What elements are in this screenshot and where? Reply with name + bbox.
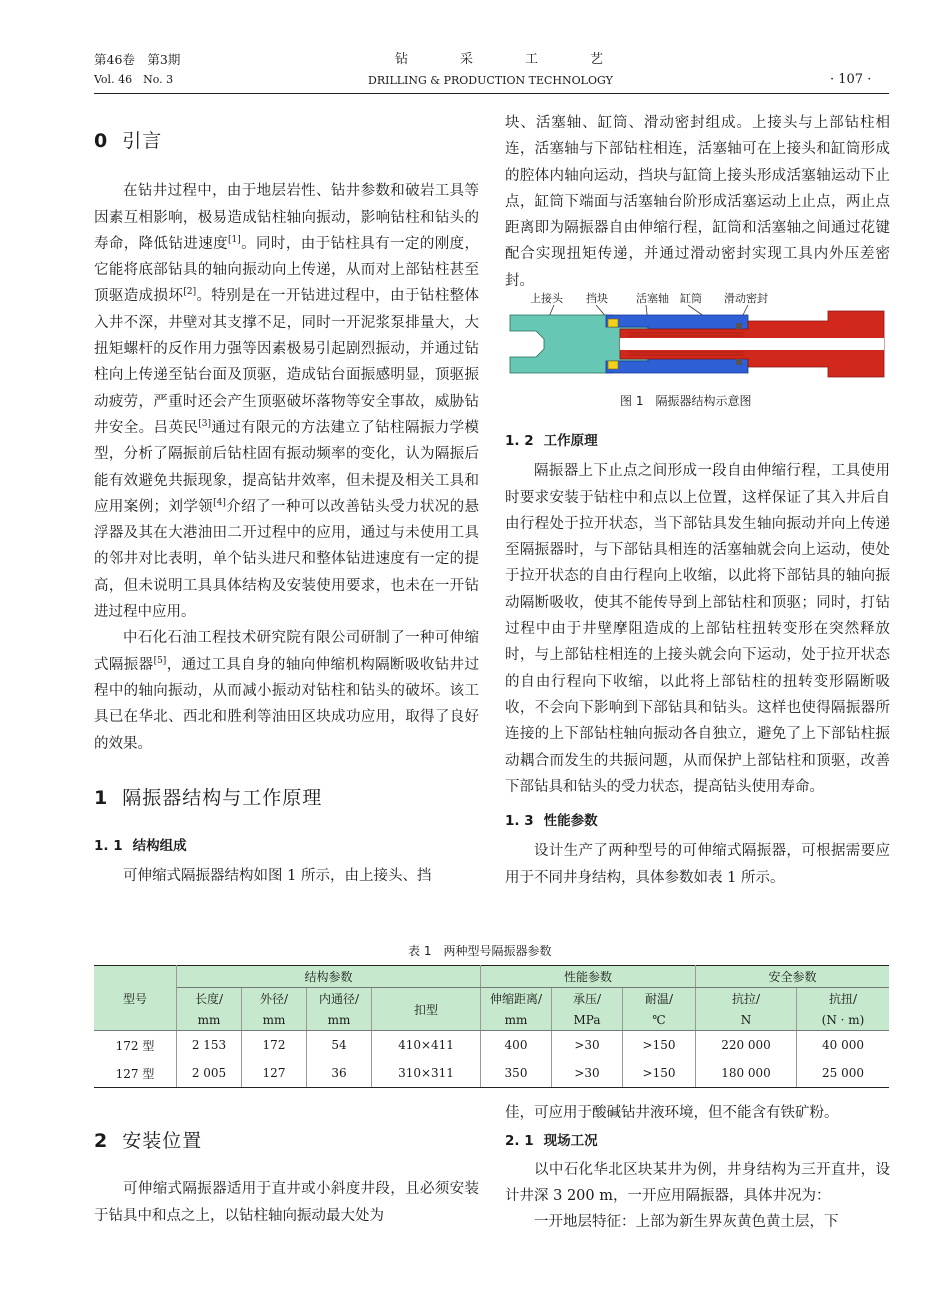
citation: [3] xyxy=(198,419,211,430)
seal-top xyxy=(736,323,742,329)
principle-paragraph: 隔振器上下止点之间形成一段自由伸缩行程，工具使用时要求安装于钻柱中和点以上位置，这样保证了其入井后自由行程处于拉开状态，当下部钻具发生轴向振动并向上传递至隔振器时，与下部钻具相连的活塞轴就会向上运动，使处于拉开状态的自由行程向上收缩，以此将下部钻具的轴向振动隔断吸收，使其不能传导到上部钻柱和顶驱；同时，打钻过程中由于井壁摩阻造成的上部钻柱扭转变形在突然释放时，与上部钻柱相连的上接头就会向下运动，处于拉开状态的自由行程向下收缩，以此将上部钻柱的扭转变形隔断吸收，不会向下影响到下部钻具和钻头。这样也使得隔振器所连接的上下部钻柱轴向振动各自独立，避免了上下部钻柱振动耦合而发生的共振问题，从而保护上部钻柱和顶驱，改善下部钻具和钻头的受力状态，提高钻头使用寿命。 xyxy=(505,463,890,795)
unit-stroke: mm xyxy=(481,1009,552,1031)
table-cell: 410×411 xyxy=(372,1031,481,1060)
unit-tensile: N xyxy=(696,1009,797,1031)
section-title: 引言 xyxy=(122,130,163,152)
col-stroke: 伸缩距离/ xyxy=(481,988,552,1010)
seal-bottom xyxy=(736,359,742,365)
figure-1-caption: 图 1 隔振器结构示意图 xyxy=(620,394,752,408)
intro-paragraph-1: 在钻井过程中，由于地层岩性、钻井参数和破岩工具等因素互相影响，极易造成钻柱轴向振动，影响钻柱和钻头的寿命，降低钻进速度[1]。同时，由于钻柱具有一定的刚度，它能将底部钻具的轴向振动向上传递，从而对上部钻柱甚至顶驱造成损坏[2]。特别是在一开钻进过程中，由于钻柱整体入井不深，井壁对其支撑不足，同时一开泥浆泵排量大，大扭矩螺杆的反作用力强等因素极易引起剧烈振动，并通过钻柱向上传递至钻台面及顶驱，造成钻台面振感明显，顶驱振动疲劳，严重时还会产生顶驱破坏落物等安全事故，威胁钻井安全。吕英民[3]通过有限元的方法建立了钻柱隔振力学模型，分析了隔振前后钻柱固有振动频率的变化，认为隔振后能有效避免共振现象，提高钻井效率，但未提及相关工具和应用案例；刘学领[4]介绍了一种可以改善钻头受力状况的悬浮器及其在大港油田二开过程中的应用，通过与未使用工具的邻井对比表明，单个钻头进尺和整体钻进速度有一定的提高，但未说明工具具体结构及安装使用要求，也未在一开钻进过程中应用。 xyxy=(94,183,480,621)
subsection-1-2-heading: 1. 2 工作原理 xyxy=(505,433,598,449)
right-column xyxy=(505,110,890,294)
right-column-lower xyxy=(505,428,890,891)
table-cell: 172 型 xyxy=(94,1031,177,1060)
right-column-bottom xyxy=(505,1100,890,1235)
left-column xyxy=(94,128,479,889)
citation: [2] xyxy=(183,287,197,298)
col-torsion: 抗扭/ xyxy=(797,988,890,1010)
table-cell: 127 xyxy=(242,1059,307,1088)
label-upper-sub: 上接头 xyxy=(530,292,563,305)
col-od: 外径/ xyxy=(242,988,307,1010)
structure-paragraph-start: 可伸缩式隔振器结构如图 1 所示，由上接头、挡 xyxy=(123,868,432,885)
table-cell: 350 xyxy=(481,1059,552,1088)
table-cell: 2 005 xyxy=(177,1059,242,1088)
table-row xyxy=(94,1059,889,1088)
field-paragraph-2: 一开地层特征：上部为新生界灰黄色黄土层，下 xyxy=(534,1214,839,1231)
subsection-1-1-heading: 1. 1 结构组成 xyxy=(94,838,187,855)
group-performance: 性能参数 xyxy=(481,966,696,988)
section-number: 2 xyxy=(94,1130,109,1152)
unit-pressure: MPa xyxy=(552,1009,623,1031)
table-cell: >150 xyxy=(623,1059,696,1088)
volume-issue-cn: 第46卷 第3期 xyxy=(94,52,181,67)
col-temp: 耐温/ xyxy=(623,988,696,1010)
unit-temp: ℃ xyxy=(623,1009,696,1031)
table-cell: >30 xyxy=(552,1059,623,1088)
bore-shape xyxy=(620,338,884,350)
col-id: 内通径/ xyxy=(307,988,372,1010)
left-column-bottom xyxy=(94,1128,479,1229)
group-structure: 结构参数 xyxy=(177,966,481,988)
table-cell: 36 xyxy=(307,1059,372,1088)
table-row xyxy=(94,1031,889,1060)
section-number: 1 xyxy=(94,786,109,809)
table-cell: 40 000 xyxy=(797,1031,890,1060)
header-rule xyxy=(94,93,889,94)
unit-od: mm xyxy=(242,1009,307,1031)
section-2-heading xyxy=(94,1128,479,1154)
stop-block-bottom xyxy=(608,361,618,369)
label-piston-shaft: 活塞轴 xyxy=(636,292,669,305)
col-length: 长度/ xyxy=(177,988,242,1010)
subsection-1-3-heading: 1. 3 性能参数 xyxy=(505,813,598,830)
intro-paragraph-2: 中石化石油工程技术研究院有限公司研制了一种可伸缩式隔振器[5]，通过工具自身的轴向伸缩机构隔断吸收钻井过程中的轴向振动，从而减小振动对钻柱和钻头的破坏。该工具已在华北、西北和胜利等油田区块成功应用，取得了良好的效果。 xyxy=(94,630,480,752)
col-pressure: 承压/ xyxy=(552,988,623,1010)
label-sliding-seal: 滑动密封 xyxy=(724,292,768,305)
section-title: 安装位置 xyxy=(122,1130,203,1152)
table-cell: 310×311 xyxy=(372,1059,481,1088)
parameters-table xyxy=(94,965,889,1088)
col-model: 型号 xyxy=(94,966,177,1031)
field-paragraph: 以中石化华北区块某井为例，井身结构为三开直井，设计井深 3 200 m，一开应用隔振器，具体井况为： xyxy=(505,1161,890,1204)
col-thread: 扣型 xyxy=(372,988,481,1031)
performance-paragraph: 设计生产了两种型号的可伸缩式隔振器，可根据需要应用于不同井身结构，具体参数如表 1 所示。 xyxy=(505,843,890,886)
unit-length: mm xyxy=(177,1009,242,1031)
section-0-heading xyxy=(94,128,479,154)
figure-1-drawing xyxy=(508,305,888,380)
table-cell: 172 xyxy=(242,1031,307,1060)
volume-issue-en: Vol. 46 No. 3 xyxy=(94,73,174,86)
col-tensile: 抗拉/ xyxy=(696,988,797,1010)
table-cell: 127 型 xyxy=(94,1059,177,1088)
table-cell: 25 000 xyxy=(797,1059,890,1088)
journal-title-cn: 钻 采 工 艺 xyxy=(395,52,604,67)
table-cell: 180 000 xyxy=(696,1059,797,1088)
table-cell: 54 xyxy=(307,1031,372,1060)
unit-torsion: (N · m) xyxy=(797,1009,890,1031)
page-number: · 107 · xyxy=(830,72,872,87)
journal-title-en: DRILLING & PRODUCTION TECHNOLOGY xyxy=(368,74,613,87)
citation: [4] xyxy=(213,498,226,509)
label-stop-block: 挡块 xyxy=(586,292,608,305)
citation: [5] xyxy=(153,655,167,666)
label-cylinder: 缸筒 xyxy=(680,292,702,305)
table-cell: 220 000 xyxy=(696,1031,797,1060)
table-cell: >150 xyxy=(623,1031,696,1060)
stop-block-top xyxy=(608,319,618,327)
section-title: 隔振器结构与工作原理 xyxy=(122,786,323,809)
install-paragraph-start: 可伸缩式隔振器适用于直井或小斜度井段，且必须安装于钻具中和点之上，以钻柱轴向振动最大处为 xyxy=(94,1181,479,1224)
structure-paragraph-continued: 块、活塞轴、缸筒、滑动密封组成。上接头与上部钻柱相连，活塞轴与下部钻柱相连，活塞轴可在上接头和缸筒形成的腔体内轴向运动，挡块与缸筒上接头形成活塞轴运动下止点，缸筒下端面与活塞轴台阶形成活塞运动上止点，两止点距离即为隔振器自由伸缩行程，缸筒和活塞轴之间通过花键配合实现扭矩传递，并通过滑动密封实现工具内外压差密封。 xyxy=(505,115,890,289)
unit-id: mm xyxy=(307,1009,372,1031)
table-cell: 400 xyxy=(481,1031,552,1060)
install-paragraph-continued: 佳，可应用于酸碱钻井液环境，但不能含有铁矿粉。 xyxy=(505,1105,839,1121)
table-1-caption: 表 1 两种型号隔振器参数 xyxy=(408,944,552,958)
table-cell: >30 xyxy=(552,1031,623,1060)
citation: [1] xyxy=(228,235,241,246)
subsection-2-1-heading: 2. 1 现场工况 xyxy=(505,1133,598,1150)
table-cell: 2 153 xyxy=(177,1031,242,1060)
section-number: 0 xyxy=(94,130,109,152)
group-safety: 安全参数 xyxy=(696,966,890,988)
section-1-heading xyxy=(94,785,479,811)
